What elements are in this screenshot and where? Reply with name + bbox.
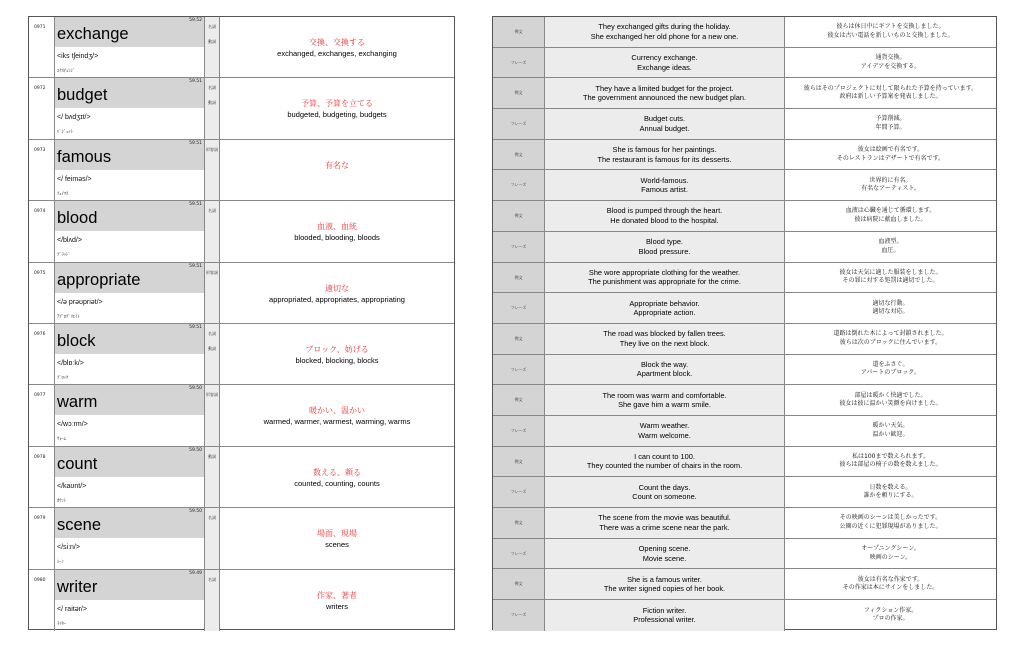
part-of-speech bbox=[204, 508, 220, 568]
example-row bbox=[493, 569, 996, 600]
part-of-speech bbox=[204, 140, 220, 200]
example-row bbox=[493, 416, 996, 447]
english-example bbox=[545, 600, 785, 631]
english-example bbox=[545, 201, 785, 231]
vocab-entry bbox=[29, 324, 454, 385]
japanese-line-1: 彼女は有名な作家です。 bbox=[857, 575, 924, 583]
pronunciation: </ bʌdʒɪt/> bbox=[57, 114, 91, 122]
japanese-meaning: ブロック、妨げる bbox=[305, 344, 369, 354]
example-row bbox=[493, 170, 996, 201]
english-example bbox=[545, 109, 785, 139]
english-line-2: She exchanged her old phone for a new one. bbox=[590, 31, 739, 41]
japanese-translation bbox=[785, 109, 996, 139]
english-line-2: Famous artist. bbox=[641, 185, 688, 195]
example-row bbox=[493, 109, 996, 140]
entry-score: 59.51 bbox=[189, 263, 202, 269]
japanese-line-1: 予算削減。 bbox=[875, 115, 906, 123]
english-line-2: Appropriate action. bbox=[633, 308, 696, 318]
meaning-cell bbox=[220, 508, 454, 568]
example-type: 例文 bbox=[493, 447, 545, 477]
japanese-line-2: アイデアを交換する。 bbox=[860, 62, 921, 70]
headword: block bbox=[57, 331, 96, 350]
english-example bbox=[545, 508, 785, 538]
pos-label: 名詞 bbox=[208, 85, 216, 91]
japanese-line-2: 彼らは部屋の椅子の数を数えました。 bbox=[839, 461, 942, 469]
inflected-forms: warmed, warmer, warmest, warming, warms bbox=[263, 417, 411, 427]
english-line-1: Fiction writer. bbox=[642, 605, 687, 615]
example-type: フレーズ bbox=[493, 539, 545, 569]
entry-number: 0979 bbox=[29, 508, 55, 568]
english-line-1: The road was blocked by fallen trees. bbox=[603, 329, 726, 339]
katakana-reading: ﾌﾞﾗｯﾄﾞ bbox=[57, 253, 71, 259]
japanese-line-2: 血圧。 bbox=[881, 246, 900, 254]
example-type: フレーズ bbox=[493, 416, 545, 446]
headword: count bbox=[57, 454, 98, 473]
katakana-reading: ｴｸｽﾁｪﾝｼﾞ bbox=[57, 69, 75, 74]
japanese-translation bbox=[785, 263, 996, 293]
japanese-meaning: 暖かい、温かい bbox=[309, 406, 365, 416]
headword: budget bbox=[57, 86, 108, 105]
pos-label: 名詞 bbox=[208, 515, 216, 521]
english-line-2: The restaurant is famous for its desserts. bbox=[597, 154, 732, 164]
japanese-line-1: 日数を数える。 bbox=[869, 483, 912, 491]
meaning-cell bbox=[220, 78, 454, 138]
example-row bbox=[493, 232, 996, 263]
vocab-entry bbox=[29, 140, 454, 201]
entry-score: 59.50 bbox=[189, 447, 202, 453]
english-example bbox=[545, 232, 785, 262]
word-box bbox=[55, 140, 204, 200]
vocab-entry bbox=[29, 508, 454, 569]
japanese-translation bbox=[785, 385, 996, 415]
example-type: 例文 bbox=[493, 569, 545, 599]
katakana-reading: ｳｫｰﾑ bbox=[57, 437, 66, 443]
japanese-translation bbox=[785, 477, 996, 507]
pos-label: 動詞 bbox=[208, 100, 216, 106]
japanese-translation bbox=[785, 78, 996, 108]
pronunciation: </wɔːrm/> bbox=[57, 421, 88, 429]
english-line-1: Block the way. bbox=[640, 359, 689, 369]
japanese-line-2: 誰かを頼りにする。 bbox=[863, 492, 918, 500]
english-line-2: There was a crime scene near the park. bbox=[599, 522, 730, 532]
vocab-entry bbox=[29, 447, 454, 508]
english-example bbox=[545, 263, 785, 293]
katakana-reading: ﾗｲﾀｰ bbox=[57, 621, 66, 627]
japanese-line-1: 適切な行動。 bbox=[872, 299, 909, 307]
pos-label: 形容詞 bbox=[206, 269, 218, 275]
japanese-line-1: フィクション作家。 bbox=[863, 606, 918, 614]
entry-score: 59.50 bbox=[189, 509, 202, 515]
pronunciation: </siːn/> bbox=[57, 544, 80, 552]
katakana-reading: ﾌｪｲﾏｽ bbox=[57, 191, 69, 197]
english-line-2: They counted the number of chairs in the room. bbox=[586, 461, 743, 471]
inflected-forms: appropriated, appropriates, appropriating bbox=[269, 294, 405, 304]
meaning-cell bbox=[220, 263, 454, 323]
japanese-line-1: その映画のシーンは美しかったです。 bbox=[839, 514, 942, 522]
english-line-1: They exchanged gifts during the holiday. bbox=[598, 22, 731, 32]
headword: warm bbox=[57, 393, 98, 412]
vocabulary-page bbox=[28, 16, 455, 630]
japanese-meaning: 交換、交換する bbox=[309, 38, 365, 47]
japanese-line-2: 年間予算。 bbox=[875, 123, 906, 131]
part-of-speech bbox=[204, 78, 220, 138]
english-example bbox=[545, 170, 785, 200]
vocab-entry bbox=[29, 263, 454, 324]
headword: appropriate bbox=[57, 270, 141, 289]
english-line-2: Count on someone. bbox=[632, 492, 697, 502]
example-type: フレーズ bbox=[493, 109, 545, 139]
english-example bbox=[545, 140, 785, 170]
japanese-line-1: 部屋は暖かく快適でした。 bbox=[854, 391, 927, 399]
english-line-1: She is famous for her paintings. bbox=[612, 145, 717, 155]
example-type: 例文 bbox=[493, 385, 545, 415]
example-type: フレーズ bbox=[493, 48, 545, 78]
japanese-line-1: 私は100まで数えられます。 bbox=[852, 452, 929, 460]
word-box bbox=[55, 201, 204, 261]
english-example bbox=[545, 385, 785, 415]
part-of-speech bbox=[204, 17, 220, 77]
example-row bbox=[493, 263, 996, 294]
entry-score: 59.52 bbox=[189, 18, 202, 23]
japanese-meaning: 有名な bbox=[325, 160, 349, 170]
part-of-speech bbox=[204, 447, 220, 507]
pos-label: 名詞 bbox=[208, 330, 216, 336]
pronunciation: </blʌd/> bbox=[57, 237, 82, 245]
english-line-2: Apartment block. bbox=[636, 369, 693, 379]
japanese-translation bbox=[785, 355, 996, 385]
example-type: フレーズ bbox=[493, 170, 545, 200]
pos-label: 名詞 bbox=[208, 208, 216, 214]
part-of-speech bbox=[204, 385, 220, 445]
english-line-1: World-famous. bbox=[640, 175, 689, 185]
english-line-2: He donated blood to the hospital. bbox=[610, 215, 719, 225]
japanese-line-2: アパートのブロック。 bbox=[860, 369, 921, 377]
english-line-2: The writer signed copies of her book. bbox=[603, 584, 726, 594]
english-example bbox=[545, 416, 785, 446]
part-of-speech bbox=[204, 324, 220, 384]
word-box bbox=[55, 263, 204, 323]
japanese-line-2: 公園の近くに犯罪現場がありました。 bbox=[839, 522, 942, 530]
example-row bbox=[493, 293, 996, 324]
vocab-entry bbox=[29, 201, 454, 262]
example-type: フレーズ bbox=[493, 232, 545, 262]
headword: famous bbox=[57, 147, 112, 166]
english-line-1: Budget cuts. bbox=[643, 114, 686, 124]
word-box bbox=[55, 17, 204, 77]
english-line-1: The scene from the movie was beautiful. bbox=[598, 513, 731, 523]
part-of-speech bbox=[204, 570, 220, 631]
japanese-line-2: プロの作家。 bbox=[872, 615, 909, 623]
pronunciation: </blɒːk/> bbox=[57, 359, 84, 367]
japanese-translation bbox=[785, 170, 996, 200]
pos-label: 動詞 bbox=[208, 345, 216, 351]
example-type: フレーズ bbox=[493, 600, 545, 631]
entry-score: 59.51 bbox=[189, 202, 202, 208]
pos-label: 形容詞 bbox=[206, 146, 218, 152]
examples-page bbox=[492, 16, 997, 630]
pos-label: 形容詞 bbox=[206, 392, 218, 398]
example-row bbox=[493, 539, 996, 570]
meaning-cell bbox=[220, 201, 454, 261]
japanese-meaning: 数える、頼る bbox=[313, 467, 361, 477]
english-line-1: Currency exchange. bbox=[631, 53, 698, 63]
japanese-translation bbox=[785, 508, 996, 538]
example-row bbox=[493, 78, 996, 109]
english-line-2: She gave him a warm smile. bbox=[618, 400, 711, 410]
meaning-cell bbox=[220, 140, 454, 200]
headword: writer bbox=[57, 577, 98, 596]
word-box bbox=[55, 570, 204, 631]
example-row bbox=[493, 447, 996, 478]
example-row bbox=[493, 324, 996, 355]
headword: blood bbox=[57, 209, 98, 228]
inflected-forms: counted, counting, counts bbox=[294, 478, 380, 488]
japanese-line-1: 血液型。 bbox=[878, 238, 903, 246]
word-box bbox=[55, 508, 204, 568]
english-line-1: Count the days. bbox=[638, 482, 691, 492]
japanese-line-2: 温かい歓迎。 bbox=[872, 430, 909, 438]
inflected-forms: writers bbox=[325, 601, 349, 611]
example-row bbox=[493, 508, 996, 539]
japanese-line-1: 彼らはそのプロジェクトに対して限られた予算を持っています。 bbox=[803, 84, 978, 92]
pronunciation: </ raitər/> bbox=[57, 605, 87, 613]
meaning-cell bbox=[220, 570, 454, 631]
english-line-2: The government announced the new budget plan. bbox=[582, 93, 747, 103]
inflected-forms: scenes bbox=[325, 540, 349, 550]
meaning-cell bbox=[220, 385, 454, 445]
inflected-forms: budgeted, budgeting, budgets bbox=[287, 110, 387, 120]
katakana-reading: ﾌﾞﾛｯｸ bbox=[57, 375, 69, 381]
japanese-line-1: 彼女は絵画で有名です。 bbox=[857, 146, 924, 154]
vocab-entry bbox=[29, 570, 454, 631]
japanese-meaning: 場面、現場 bbox=[317, 529, 357, 539]
english-line-1: They have a limited budget for the project. bbox=[595, 83, 734, 93]
english-line-1: She wore appropriate clothing for the weather. bbox=[588, 267, 741, 277]
example-type: フレーズ bbox=[493, 477, 545, 507]
japanese-line-2: そのレストランはデザートで有名です。 bbox=[836, 154, 945, 162]
english-example bbox=[545, 539, 785, 569]
pos-label: 動詞 bbox=[208, 39, 216, 44]
japanese-line-2: 映画のシーン。 bbox=[869, 553, 912, 561]
japanese-line-2: 彼女は彼に温かい笑顔を向けました。 bbox=[839, 400, 942, 408]
japanese-line-2: 有名なアーティスト。 bbox=[861, 185, 920, 193]
english-line-2: Exchange ideas. bbox=[637, 62, 692, 72]
example-row bbox=[493, 48, 996, 79]
entry-number: 0975 bbox=[29, 263, 55, 323]
katakana-reading: ｱﾌﾟﾛﾌﾟﾘｴｲﾄ bbox=[57, 314, 80, 320]
example-type: フレーズ bbox=[493, 293, 545, 323]
example-row bbox=[493, 17, 996, 48]
entry-number: 0974 bbox=[29, 201, 55, 261]
example-row bbox=[493, 477, 996, 508]
japanese-line-1: 通貨交換。 bbox=[875, 54, 906, 62]
entry-number: 0976 bbox=[29, 324, 55, 384]
english-line-1: She is a famous writer. bbox=[627, 574, 702, 584]
english-line-1: I can count to 100. bbox=[634, 451, 695, 461]
japanese-meaning: 適切な bbox=[325, 283, 349, 293]
english-line-2: Movie scene. bbox=[642, 553, 687, 563]
japanese-translation bbox=[785, 539, 996, 569]
example-type: 例文 bbox=[493, 201, 545, 231]
japanese-translation bbox=[785, 324, 996, 354]
entry-score: 59.51 bbox=[189, 79, 202, 85]
japanese-line-1: 世界的に有名。 bbox=[869, 176, 912, 184]
entry-number: 0971 bbox=[29, 17, 55, 77]
katakana-reading: ﾊﾞｼﾞｪｯﾄ bbox=[57, 130, 73, 136]
example-type: 例文 bbox=[493, 140, 545, 170]
example-type: 例文 bbox=[493, 263, 545, 293]
pos-label: 名詞 bbox=[208, 576, 216, 582]
katakana-reading: ｶｳﾝﾄ bbox=[57, 498, 66, 504]
example-row bbox=[493, 140, 996, 171]
japanese-line-1: 血液は心臓を通じて循環します。 bbox=[845, 207, 936, 215]
japanese-line-1: 道路は倒れた木によって封鎖されました。 bbox=[833, 330, 948, 338]
english-example bbox=[545, 477, 785, 507]
japanese-line-1: 彼女は天気に適した服装をしました。 bbox=[839, 268, 942, 276]
example-type: 例文 bbox=[493, 17, 545, 47]
english-line-1: Blood is pumped through the heart. bbox=[606, 206, 723, 216]
example-row bbox=[493, 385, 996, 416]
example-type: 例文 bbox=[493, 324, 545, 354]
japanese-translation bbox=[785, 48, 996, 78]
english-line-2: The punishment was appropriate for the crime. bbox=[588, 277, 741, 287]
example-type: 例文 bbox=[493, 78, 545, 108]
japanese-line-2: 適切な対応。 bbox=[872, 308, 909, 316]
part-of-speech bbox=[204, 201, 220, 261]
english-line-1: Opening scene. bbox=[638, 544, 691, 554]
part-of-speech bbox=[204, 263, 220, 323]
vocab-entry bbox=[29, 78, 454, 139]
english-line-1: Blood type. bbox=[646, 237, 683, 247]
english-line-2: Blood pressure. bbox=[638, 246, 691, 256]
japanese-line-2: 彼は病院に献血しました。 bbox=[854, 215, 927, 223]
english-line-1: The room was warm and comfortable. bbox=[602, 390, 727, 400]
japanese-line-1: オープニングシーン。 bbox=[861, 545, 920, 553]
english-example bbox=[545, 48, 785, 78]
headword: scene bbox=[57, 516, 102, 535]
entry-score: 59.50 bbox=[189, 386, 202, 392]
english-example bbox=[545, 355, 785, 385]
entry-score: 59.49 bbox=[189, 570, 202, 576]
entry-number: 0980 bbox=[29, 570, 55, 631]
inflected-forms: blocked, blocking, blocks bbox=[295, 355, 379, 365]
japanese-translation bbox=[785, 447, 996, 477]
pos-label: 名詞 bbox=[208, 24, 216, 29]
entry-score: 59.51 bbox=[189, 140, 202, 146]
japanese-meaning: 血液、血統 bbox=[317, 222, 357, 232]
entry-score: 59.51 bbox=[189, 324, 202, 330]
meaning-cell bbox=[220, 447, 454, 507]
japanese-line-2: 彼女は古い電話を新しいものと交換しました。 bbox=[827, 31, 954, 39]
english-line-2: Annual budget. bbox=[639, 123, 690, 133]
pronunciation: </kaʊnt/> bbox=[57, 482, 87, 490]
entry-number: 0978 bbox=[29, 447, 55, 507]
english-example bbox=[545, 293, 785, 323]
word-box bbox=[55, 447, 204, 507]
headword: exchange bbox=[57, 25, 129, 43]
pronunciation: <iks tʃeindʒ/> bbox=[57, 53, 99, 60]
example-row bbox=[493, 201, 996, 232]
japanese-line-2: 政府は新しい予算案を発表しました。 bbox=[839, 93, 942, 101]
english-line-2: Professional writer. bbox=[633, 615, 696, 625]
japanese-line-1: 道をふさぐ。 bbox=[872, 360, 909, 368]
japanese-meaning: 予算、予算を立てる bbox=[301, 99, 373, 109]
entry-number: 0977 bbox=[29, 385, 55, 445]
japanese-line-2: 彼らは次のブロックに住んでいます。 bbox=[839, 338, 942, 346]
word-box bbox=[55, 385, 204, 445]
example-type: フレーズ bbox=[493, 355, 545, 385]
japanese-translation bbox=[785, 416, 996, 446]
japanese-line-1: 彼らは休日中にギフトを交換しました。 bbox=[836, 23, 945, 31]
vocab-entry bbox=[29, 385, 454, 446]
japanese-translation bbox=[785, 17, 996, 47]
inflected-forms: exchanged, exchanges, exchanging bbox=[277, 49, 397, 58]
english-line-2: They live on the next block. bbox=[619, 338, 710, 348]
entry-number: 0972 bbox=[29, 78, 55, 138]
pronunciation: </ə prəʊpriət/> bbox=[57, 298, 103, 306]
english-line-2: Warm welcome. bbox=[638, 430, 691, 440]
japanese-translation bbox=[785, 569, 996, 599]
vocab-entry bbox=[29, 17, 454, 78]
meaning-cell bbox=[220, 17, 454, 77]
example-row bbox=[493, 600, 996, 631]
japanese-translation bbox=[785, 140, 996, 170]
pos-label: 動詞 bbox=[208, 453, 216, 459]
japanese-translation bbox=[785, 600, 996, 631]
japanese-meaning: 作家、著者 bbox=[317, 590, 357, 600]
example-type: 例文 bbox=[493, 508, 545, 538]
word-box bbox=[55, 78, 204, 138]
japanese-line-1: 暖かい天気。 bbox=[872, 422, 909, 430]
meaning-cell bbox=[220, 324, 454, 384]
english-example bbox=[545, 324, 785, 354]
english-example bbox=[545, 17, 785, 47]
pronunciation: </ feiməs/> bbox=[57, 175, 92, 183]
english-example bbox=[545, 447, 785, 477]
japanese-line-2: その作家は本にサインをしました。 bbox=[842, 584, 939, 592]
entry-number: 0973 bbox=[29, 140, 55, 200]
japanese-translation bbox=[785, 232, 996, 262]
example-row bbox=[493, 355, 996, 386]
english-example bbox=[545, 78, 785, 108]
english-line-1: Appropriate behavior. bbox=[629, 298, 700, 308]
word-box bbox=[55, 324, 204, 384]
english-line-1: Warm weather. bbox=[639, 421, 690, 431]
japanese-line-2: その罪に対する処罰は適切でした。 bbox=[842, 277, 939, 285]
inflected-forms: blooded, blooding, bloods bbox=[294, 233, 380, 243]
japanese-translation bbox=[785, 293, 996, 323]
japanese-translation bbox=[785, 201, 996, 231]
english-example bbox=[545, 569, 785, 599]
katakana-reading: ｼｰﾝ bbox=[57, 560, 64, 566]
